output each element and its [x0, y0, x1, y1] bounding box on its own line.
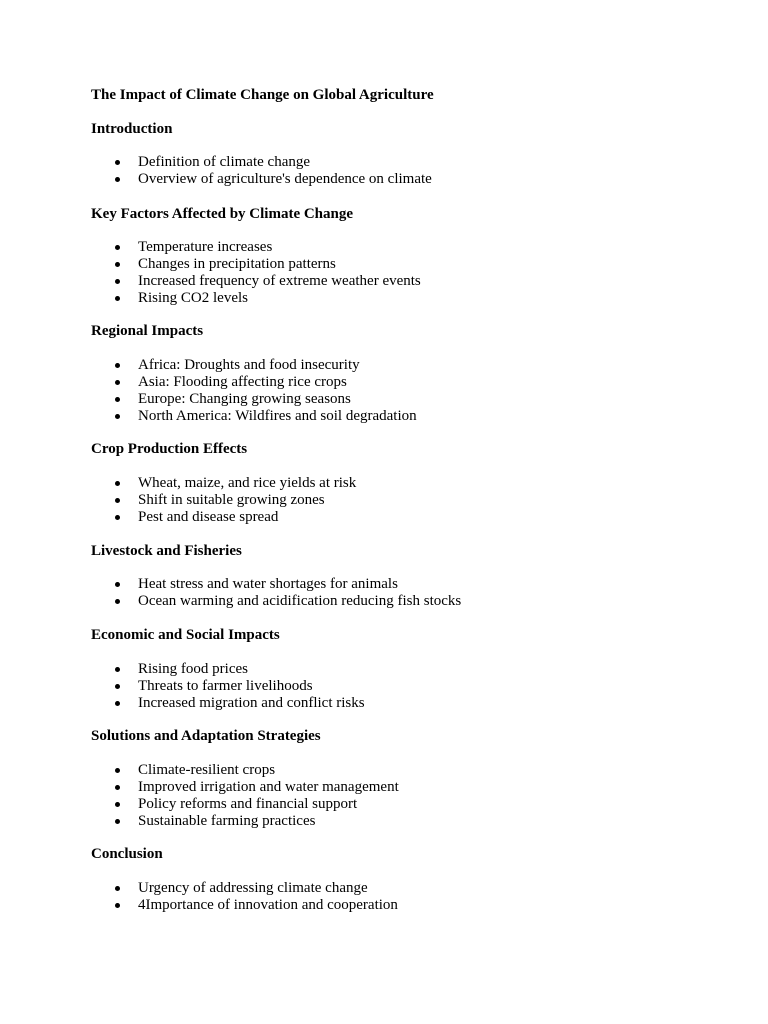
- section-heading: Livestock and Fisheries: [91, 543, 242, 559]
- bullet-icon: [115, 363, 120, 368]
- section-heading: Conclusion: [91, 846, 163, 862]
- bullet-icon: [115, 296, 120, 301]
- bullet-icon: [115, 262, 120, 267]
- bullet-icon: [115, 515, 120, 520]
- list-item: Overview of agriculture's dependence on climate: [138, 170, 432, 187]
- bullet-icon: [115, 498, 120, 503]
- list-item: Rising food prices: [138, 661, 248, 677]
- bullet-icon: [115, 802, 120, 807]
- list-item: Threats to farmer livelihoods: [138, 677, 313, 694]
- bullet-icon: [115, 481, 120, 486]
- bullet-icon: [115, 245, 120, 250]
- bullet-icon: [115, 279, 120, 284]
- section-heading: Economic and Social Impacts: [91, 627, 280, 643]
- list-item: Shift in suitable growing zones: [138, 491, 325, 508]
- list-item: Wheat, maize, and rice yields at risk: [138, 475, 357, 491]
- list-item: Asia: Flooding affecting rice crops: [138, 373, 347, 390]
- list-item: 4Importance of innovation and cooperation: [138, 896, 398, 913]
- bullet-icon: [115, 701, 120, 706]
- bullet-icon: [115, 380, 120, 385]
- document-title: The Impact of Climate Change on Global Agriculture: [91, 87, 434, 103]
- list-item: Africa: Droughts and food insecurity: [138, 357, 360, 373]
- list-item: Temperature increases: [138, 239, 273, 255]
- bullet-icon: [115, 819, 120, 824]
- bullet-icon: [115, 414, 120, 419]
- list-item: Policy reforms and financial support: [138, 795, 358, 812]
- list-item: Improved irrigation and water management: [138, 778, 399, 795]
- bullet-icon: [115, 177, 120, 182]
- list-item: Climate-resilient crops: [138, 762, 276, 778]
- bullet-icon: [115, 785, 120, 790]
- bullet-icon: [115, 582, 120, 587]
- list-item: Sustainable farming practices: [138, 812, 316, 829]
- list-item: Definition of climate change: [138, 154, 311, 170]
- section-heading: Crop Production Effects: [91, 441, 248, 457]
- list-item: Rising CO2 levels: [138, 289, 249, 306]
- bullet-icon: [115, 768, 120, 773]
- section-heading: Solutions and Adaptation Strategies: [91, 728, 321, 744]
- section-heading: Key Factors Affected by Climate Change: [91, 206, 354, 222]
- section-heading: Introduction: [91, 121, 173, 137]
- bullet-icon: [115, 903, 120, 908]
- list-item: Increased migration and conflict risks: [138, 694, 365, 711]
- list-item: Pest and disease spread: [138, 508, 279, 525]
- section-heading: Regional Impacts: [91, 323, 204, 339]
- list-item: Europe: Changing growing seasons: [138, 390, 351, 407]
- bullet-icon: [115, 397, 120, 402]
- list-item: North America: Wildfires and soil degradation: [138, 407, 417, 424]
- bullet-icon: [115, 599, 120, 604]
- list-item: Changes in precipitation patterns: [138, 255, 336, 272]
- bullet-icon: [115, 886, 120, 891]
- list-item: Heat stress and water shortages for animals: [138, 576, 398, 592]
- bullet-icon: [115, 160, 120, 165]
- bullet-icon: [115, 667, 120, 672]
- list-item: Increased frequency of extreme weather events: [138, 272, 421, 289]
- list-item: Ocean warming and acidification reducing fish stocks: [138, 592, 462, 609]
- list-item: Urgency of addressing climate change: [138, 880, 368, 896]
- bullet-icon: [115, 684, 120, 689]
